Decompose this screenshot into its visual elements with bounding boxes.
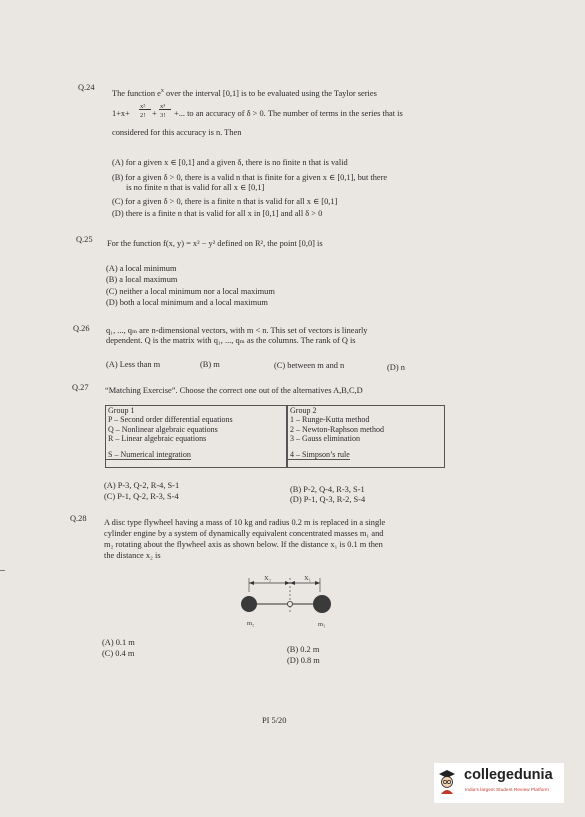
group-2-item: 3 – Gauss elimination xyxy=(290,434,360,444)
question-25-number: Q.25 xyxy=(76,235,93,244)
question-27-option-d: (D) P-1, Q-3, R-2, S-4 xyxy=(290,495,366,504)
x2-label: X₂ xyxy=(264,575,271,582)
question-24-option-b-cont: is no finite n that is valid for all x ∈ [0,1] xyxy=(126,183,265,192)
group-2-table xyxy=(287,405,445,468)
mass-m1 xyxy=(313,595,331,613)
group-1-header: Group 1 xyxy=(108,406,135,415)
m1-label: m₁ xyxy=(318,621,326,628)
question-26-line-1: q₁, ..., qₘ are n-dimensional vectors, with m < n. This set of vectors is linearly xyxy=(106,326,368,335)
logo-name: collegedunia xyxy=(464,767,553,783)
question-24-option-c: (C) for a given δ > 0, there is a finite n that is valid for all x ∈ [0,1] xyxy=(112,197,338,206)
question-25-line-1: For the function f(x, y) = x² − y² defined on R², the point [0,0] is xyxy=(107,239,323,248)
logo-tagline: India's largest Student Review Platform xyxy=(465,787,549,792)
question-25-option-b: (B) a local maximum xyxy=(106,275,178,284)
question-28-number: Q.28 xyxy=(70,514,87,523)
group-2-item: 2 – Newton-Raphson method xyxy=(290,424,384,434)
question-28-line-1: A disc type flywheel having a mass of 10 kg and radius 0.2 m is replaced in a single xyxy=(104,518,386,527)
collegedunia-logo xyxy=(434,763,564,803)
question-24-option-a: (A) for a given x ∈ [0,1] and a given δ, there is no finite n that is valid xyxy=(112,158,348,167)
question-26-line-2: dependent. Q is the matrix with q₁, ..., qₘ as the columns. The rank of Q is xyxy=(106,336,356,345)
question-25-option-a: (A) a local minimum xyxy=(106,264,177,273)
question-24-line-3: considered for this accuracy is n. Then xyxy=(112,128,242,137)
group-2-item: 1 – Runge-Kutta method xyxy=(290,415,370,425)
question-28-option-a: (A) 0.1 m xyxy=(102,638,135,647)
question-28-option-c: (C) 0.4 m xyxy=(102,649,135,658)
question-26-option-c: (C) between m and n xyxy=(274,361,345,370)
question-26-option-b: (B) m xyxy=(200,360,220,369)
question-27-option-a: (A) P-3, Q-2, R-4, S-1 xyxy=(104,481,180,490)
margin-tick xyxy=(0,570,5,571)
group-2-header: Group 2 xyxy=(290,406,317,415)
question-28-option-b: (B) 0.2 m xyxy=(287,645,320,654)
question-24-line-1: The function $e^x$ over the interval [0,1] is to be evaluated using the Taylor series xyxy=(112,88,377,98)
group-1-table xyxy=(105,405,287,468)
question-24-number: Q.24 xyxy=(78,83,95,92)
m2-label: m₂ xyxy=(247,620,255,627)
group-1-item: P – Second order differential equations xyxy=(108,415,233,425)
question-27-line-1: “Matching Exercise”. Choose the correct one out of the alternatives A,B,C,D xyxy=(105,386,363,395)
mass-m2 xyxy=(241,596,257,612)
group-1-item: R – Linear algebraic equations xyxy=(108,434,207,444)
question-26-option-a: (A) Less than m xyxy=(106,360,161,369)
graduate-icon xyxy=(438,767,456,795)
question-27-number: Q.27 xyxy=(72,383,89,392)
pivot-point xyxy=(287,601,292,606)
question-27-option-b: (B) P-2, Q-4, R-3, S-1 xyxy=(290,485,365,494)
question-25-option-d: (D) both a local minimum and a local maximum xyxy=(106,298,268,307)
exam-page: Q.24 The function $e^x$ over the interval [0,1] is to be evaluated using the Taylor series 1+x+ x² 2! + x³ 3! +... to an accuracy of δ > 0. The number of terms in the series that is considered for this accuracy is n. Then (A) for a given x ∈ [0,1] and a given δ, there is no finite n that is valid (B) for a given δ > 0, there is a valid n that is finite for a given x ∈ [0,1], but there is no finite n that is valid for all x ∈ [0,1] (C) for a given δ > 0, there is a finite n that is valid for all x ∈ [0,1] (D) there is a finite n that is valid for all x in [0,1] and all δ > 0 Q.25 For the function f(x, y) = x² − y² defined on R², the point [0,0] is (A) a local minimum (B) a local maximum (C) neither a local minimum nor a local maximum (D) both a local minimum and a local maximum Q.26 q₁, ..., qₘ are n-dimensional vectors, with m < n. This set of vectors is linearly dependent. Q is the matrix with q₁, ..., qₘ as the columns. The rank of Q is (A) Less than m (B) m (C) between m and n (D) n Q.27 “Matching Exercise”. Choose the correct one out of the alternatives A,B,C,D Group 1 P – Second order differential equations Q – Nonlinear algebraic equations R – Linear algebraic equations S – Numerical integration Group 2 1 – Runge-Kutta method 2 – Newton-Raphson method 3 – Gauss elimination 4 – Simpson’s rule (A) P-3, Q-2, R-4, S-1 (B) P-2, Q-4, R-3, S-1 (C) P-1, Q-2, R-3, S-4 (D) P-1, Q-3, R-2, S-4 Q.28 A disc type flywheel having a mass of 10 kg and radius 0.2 m is replaced in a single cylinder engine by a system of dynamically equivalent concentrated masses m₁ and m₂ rotating about the flywheel axis as shown below. If the distance x₁ is 0.1 m then the distance x₂ is X₂ X₁ m₂ m₁ (A) 0.1 m (C) 0.4 m (B) 0.2 m (D) 0.8 m PI 5/20 collegedunia India's largest Student Review Platform xyxy=(0,0,585,817)
question-27-option-c: (C) P-1, Q-2, R-3, S-4 xyxy=(104,492,179,501)
question-28-line-2: cylinder engine by a system of dynamically equivalent concentrated masses m₁ and xyxy=(104,529,384,538)
question-28-line-4: the distance x₂ is xyxy=(104,551,161,560)
question-28-option-d: (D) 0.8 m xyxy=(287,656,320,665)
page-number: PI 5/20 xyxy=(262,716,287,725)
question-28-line-3: m₂ rotating about the flywheel axis as shown below. If the distance x₁ is 0.1 m then xyxy=(104,540,383,549)
group-2-item: 4 – Simpson’s rule xyxy=(290,449,350,459)
group-1-item: Q – Nonlinear algebraic equations xyxy=(108,424,218,434)
question-26-option-d: (D) n xyxy=(387,363,405,372)
question-25-option-c: (C) neither a local minimum nor a local maximum xyxy=(106,287,275,296)
group-1-item: S – Numerical integration xyxy=(108,449,191,459)
flywheel-diagram xyxy=(232,574,342,632)
question-24-option-b: (B) for a given δ > 0, there is a valid n that is finite for a given x ∈ [0,1], but there xyxy=(112,173,388,182)
x1-label: X₁ xyxy=(304,575,311,582)
question-24-option-d: (D) there is a finite n that is valid for all x in [0,1] and all δ > 0 xyxy=(112,209,323,218)
question-26-number: Q.26 xyxy=(73,324,90,333)
